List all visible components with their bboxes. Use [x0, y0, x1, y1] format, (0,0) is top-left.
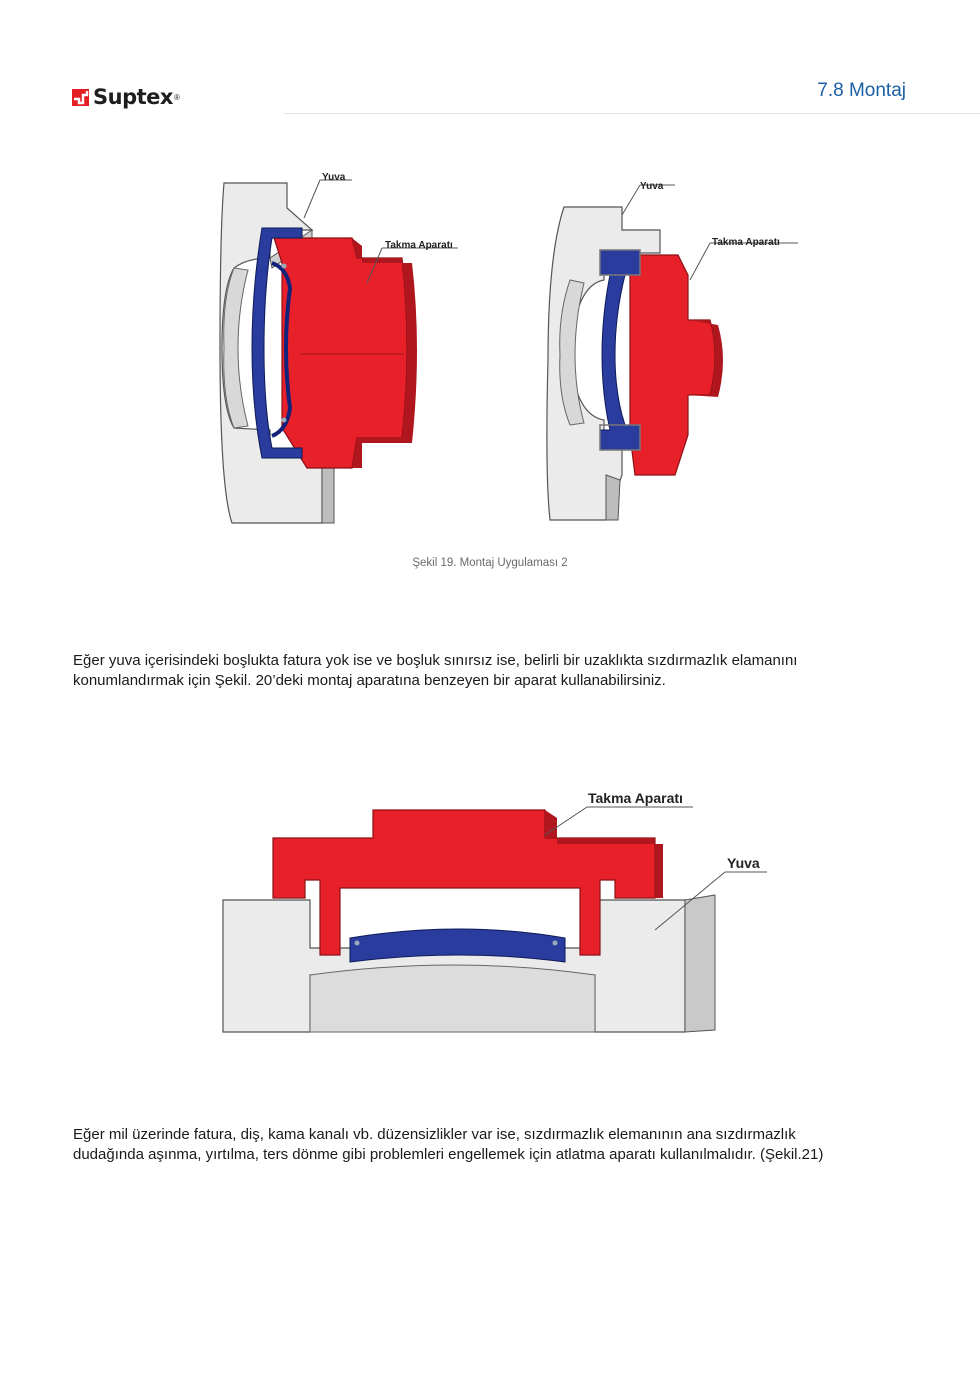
header-divider	[284, 113, 980, 114]
logo-registered-mark: ®	[173, 92, 180, 102]
logo-text: Suptex	[93, 85, 173, 109]
paragraph-2-line-1: Eğer mil üzerinde fatura, diş, kama kanalı vb. düzensizlikler var ise, sızdırmazlık elemanının ana sızdırmazlık	[73, 1126, 796, 1143]
figure-19-left-diagram	[212, 168, 482, 533]
figure-19-caption: Şekil 19. Montaj Uygulaması 2	[412, 557, 568, 569]
suptex-logo	[72, 82, 202, 112]
section-title: 7.8 Montaj	[817, 80, 906, 101]
housing-bottom	[223, 895, 715, 1032]
installation-tool-right	[630, 255, 723, 475]
label-takma-aparati: Takma Aparatı	[712, 237, 780, 248]
figure-20-diagram	[215, 780, 775, 1045]
label-takma-aparati: Takma Aparatı	[385, 240, 453, 251]
paragraph-2-line-2: dudağında aşınma, yırtılma, ters dönme gibi problemleri engellemek için atlatma aparatı kullanılmalıdır. (Şekil.21)	[73, 1146, 824, 1163]
paragraph-1-line-1: Eğer yuva içerisindeki boşlukta fatura yok ise ve boşluk sınırsız ise, belirli bir uzaklıkta sızdırmazlık elamanını	[73, 652, 798, 669]
label-takma-aparati: Takma Aparatı	[588, 790, 683, 806]
label-yuva: Yuva	[640, 181, 664, 192]
label-yuva: Yuva	[322, 172, 346, 183]
paragraph-1-line-2: konumlandırmak için Şekil. 20’deki montaj aparatına benzeyen bir aparat kullanabilirsiniz.	[73, 672, 666, 689]
label-yuva: Yuva	[727, 855, 760, 871]
logo-mark-icon	[72, 87, 90, 107]
figure-19-right-diagram	[540, 175, 805, 525]
paragraph-2	[73, 1125, 893, 1165]
installation-tool-left	[274, 238, 417, 468]
paragraph-1	[73, 651, 893, 691]
